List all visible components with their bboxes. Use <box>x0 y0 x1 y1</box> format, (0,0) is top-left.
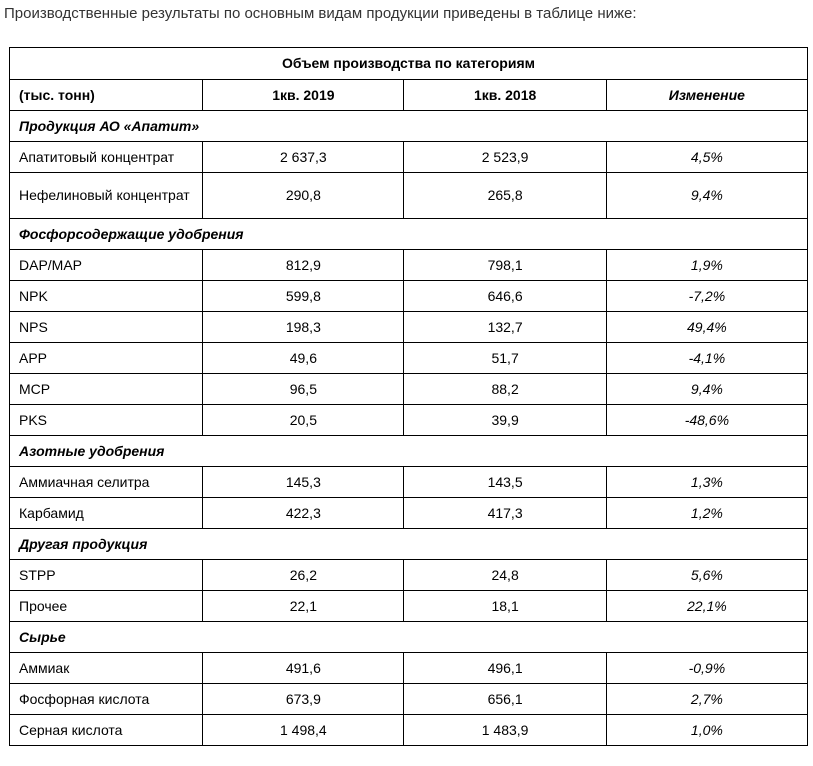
category-row <box>10 529 808 560</box>
category-row <box>10 622 808 653</box>
table-row <box>10 405 808 436</box>
q1-2018-cell: 88,2 <box>404 374 606 405</box>
table-row <box>10 281 808 312</box>
change-cell: -4,1% <box>606 343 807 374</box>
product-name-cell: Аммиачная селитра <box>10 467 203 498</box>
q1-2019-cell: 599,8 <box>203 281 404 312</box>
table-row <box>10 653 808 684</box>
product-name-cell: NPK <box>10 281 203 312</box>
category-label: Сырье <box>10 622 808 653</box>
q1-2019-cell: 812,9 <box>203 250 404 281</box>
product-name-cell: Прочее <box>10 591 203 622</box>
table-title-row <box>10 48 808 80</box>
header-q1-2019: 1кв. 2019 <box>203 80 404 111</box>
category-label: Фосфорсодержащие удобрения <box>10 219 808 250</box>
category-label: Продукция АО «Апатит» <box>10 111 808 142</box>
table-header-row <box>10 80 808 111</box>
q1-2018-cell: 39,9 <box>404 405 606 436</box>
product-name-cell: Нефелиновый концентрат <box>10 173 203 219</box>
change-cell: -48,6% <box>606 405 807 436</box>
change-cell: 2,7% <box>606 684 807 715</box>
change-cell: 22,1% <box>606 591 807 622</box>
change-cell: 9,4% <box>606 173 807 219</box>
q1-2019-cell: 198,3 <box>203 312 404 343</box>
table-row <box>10 684 808 715</box>
product-name-cell: Апатитовый концентрат <box>10 142 203 173</box>
q1-2019-cell: 491,6 <box>203 653 404 684</box>
category-row <box>10 111 808 142</box>
q1-2018-cell: 656,1 <box>404 684 606 715</box>
table-row <box>10 560 808 591</box>
change-cell: 1,0% <box>606 715 807 746</box>
table-row <box>10 467 808 498</box>
change-cell: -0,9% <box>606 653 807 684</box>
table-row <box>10 715 808 746</box>
product-name-cell: APP <box>10 343 203 374</box>
production-table-body <box>10 48 808 746</box>
q1-2019-cell: 2 637,3 <box>203 142 404 173</box>
category-row <box>10 219 808 250</box>
product-name-cell: STPP <box>10 560 203 591</box>
q1-2019-cell: 145,3 <box>203 467 404 498</box>
q1-2018-cell: 143,5 <box>404 467 606 498</box>
q1-2019-cell: 22,1 <box>203 591 404 622</box>
change-cell: 9,4% <box>606 374 807 405</box>
table-row <box>10 250 808 281</box>
q1-2019-cell: 26,2 <box>203 560 404 591</box>
q1-2018-cell: 496,1 <box>404 653 606 684</box>
intro-text: Производственные результаты по основным видам продукции приведены в таблице ниже: <box>4 5 637 22</box>
change-cell: 49,4% <box>606 312 807 343</box>
table-row <box>10 498 808 529</box>
table-row <box>10 173 808 219</box>
category-label: Другая продукция <box>10 529 808 560</box>
header-q1-2018: 1кв. 2018 <box>404 80 606 111</box>
change-cell: 1,2% <box>606 498 807 529</box>
table-title: Объем производства по категориям <box>10 48 808 80</box>
product-name-cell: Аммиак <box>10 653 203 684</box>
product-name-cell: DAP/MAP <box>10 250 203 281</box>
q1-2019-cell: 422,3 <box>203 498 404 529</box>
product-name-cell: PKS <box>10 405 203 436</box>
product-name-cell: MCP <box>10 374 203 405</box>
q1-2018-cell: 2 523,9 <box>404 142 606 173</box>
table-row <box>10 374 808 405</box>
product-name-cell: Карбамид <box>10 498 203 529</box>
q1-2019-cell: 96,5 <box>203 374 404 405</box>
q1-2018-cell: 51,7 <box>404 343 606 374</box>
table-row <box>10 343 808 374</box>
product-name-cell: Фосфорная кислота <box>10 684 203 715</box>
q1-2019-cell: 1 498,4 <box>203 715 404 746</box>
q1-2019-cell: 49,6 <box>203 343 404 374</box>
product-name-cell: Серная кислота <box>10 715 203 746</box>
header-unit: (тыс. тонн) <box>10 80 203 111</box>
q1-2018-cell: 265,8 <box>404 173 606 219</box>
category-row <box>10 436 808 467</box>
table-row <box>10 591 808 622</box>
q1-2018-cell: 646,6 <box>404 281 606 312</box>
change-cell: 4,5% <box>606 142 807 173</box>
product-name-cell: NPS <box>10 312 203 343</box>
category-label: Азотные удобрения <box>10 436 808 467</box>
change-cell: -7,2% <box>606 281 807 312</box>
q1-2018-cell: 132,7 <box>404 312 606 343</box>
q1-2019-cell: 20,5 <box>203 405 404 436</box>
change-cell: 5,6% <box>606 560 807 591</box>
change-cell: 1,9% <box>606 250 807 281</box>
q1-2018-cell: 417,3 <box>404 498 606 529</box>
production-table <box>9 47 808 746</box>
q1-2018-cell: 24,8 <box>404 560 606 591</box>
q1-2018-cell: 798,1 <box>404 250 606 281</box>
header-change: Изменение <box>606 80 807 111</box>
table-row <box>10 312 808 343</box>
change-cell: 1,3% <box>606 467 807 498</box>
q1-2018-cell: 1 483,9 <box>404 715 606 746</box>
q1-2019-cell: 290,8 <box>203 173 404 219</box>
q1-2019-cell: 673,9 <box>203 684 404 715</box>
table-row <box>10 142 808 173</box>
q1-2018-cell: 18,1 <box>404 591 606 622</box>
